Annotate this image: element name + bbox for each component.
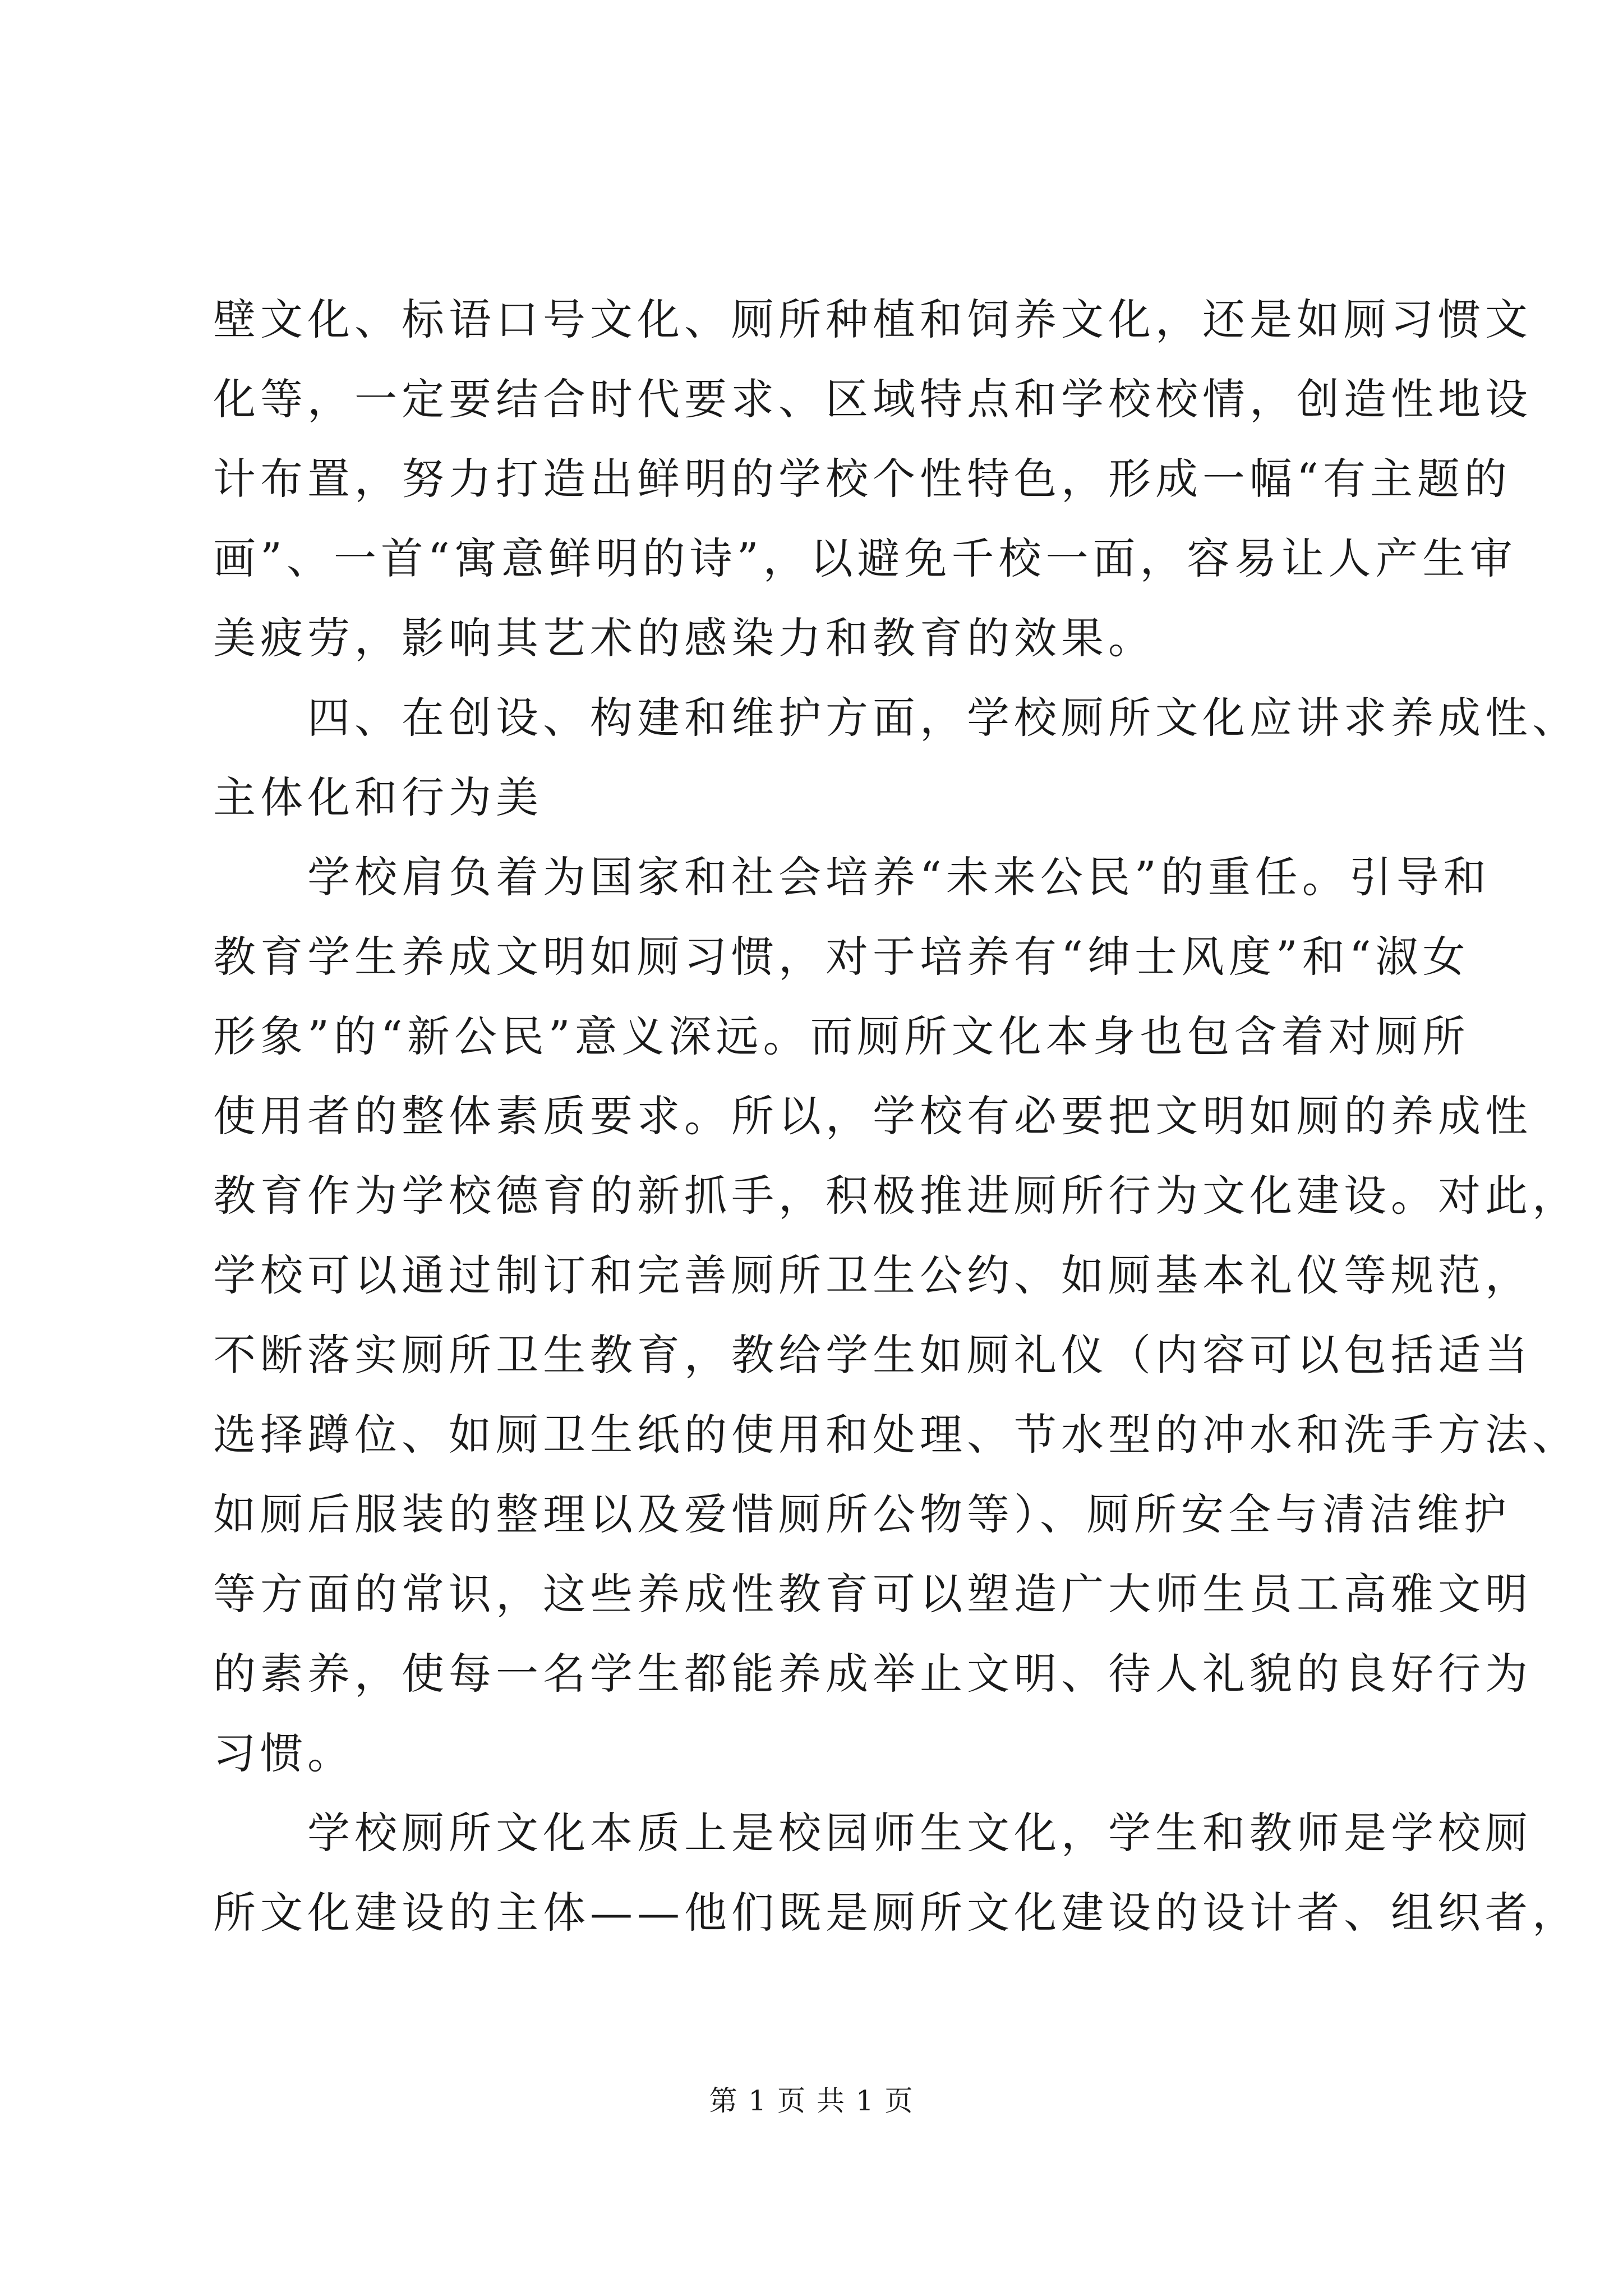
page-footer <box>0 2081 1623 2120</box>
page-number-label: 第 1 页 共 1 页 <box>709 2085 914 2117</box>
text-line: 教育作为学校德育的新抓手，积极推进厕所行为文化建设。对此， <box>213 1171 1579 1221</box>
text-line: 选择蹲位、如厕卫生纸的使用和处理、节水型的冲水和洗手方法、 <box>213 1410 1579 1460</box>
text-line: 教育学生养成文明如厕习惯，对于培养有“绅士风度”和“淑女 <box>213 932 1470 982</box>
text-line: 不断落实厕所卫生教育，教给学生如厕礼仪（内容可以包括适当 <box>213 1330 1532 1380</box>
text-line: 所文化建设的主体——他们既是厕所文化建设的设计者、组织者， <box>213 1888 1579 1938</box>
text-line: 如厕后服装的整理以及爱惜厕所公物等）、厕所安全与清洁维护 <box>213 1489 1511 1539</box>
section-heading-line: 主体化和行为美 <box>213 772 543 822</box>
text-line: 的素养，使每一名学生都能养成举止文明、待人礼貌的良好行为 <box>213 1649 1532 1699</box>
text-line: 美疲劳，影响其艺术的感染力和教育的效果。 <box>213 613 1155 663</box>
text-line: 学校厕所文化本质上是校园师生文化，学生和教师是学校厕 <box>213 1808 1532 1858</box>
text-line: 等方面的常识，这些养成性教育可以塑造广大师生员工高雅文明 <box>213 1569 1532 1619</box>
section-heading-line: 四、在创设、构建和维护方面，学校厕所文化应讲求养成性、 <box>213 693 1579 743</box>
text-line: 学校可以通过制订和完善厕所卫生公约、如厕基本礼仪等规范， <box>213 1250 1532 1300</box>
text-line: 画”、一首“寓意鲜明的诗”，以避免千校一面，容易让人产生审 <box>213 533 1517 583</box>
text-line: 计布置，努力打造出鲜明的学校个性特色，形成一幅“有主题的 <box>213 454 1511 504</box>
text-line: 化等，一定要结合时代要求、区域特点和学校校情，创造性地设 <box>213 374 1532 424</box>
text-line: 学校肩负着为国家和社会培养“未来公民”的重任。引导和 <box>213 852 1491 902</box>
text-line: 形象”的“新公民”意义深远。而厕所文化本身也包含着对厕所 <box>213 1011 1470 1061</box>
text-line: 使用者的整体素质要求。所以，学校有必要把文明如厕的养成性 <box>213 1091 1532 1141</box>
text-line: 习惯。 <box>213 1728 354 1778</box>
text-line: 壁文化、标语口号文化、厕所种植和饲养文化，还是如厕习惯文 <box>213 295 1532 344</box>
